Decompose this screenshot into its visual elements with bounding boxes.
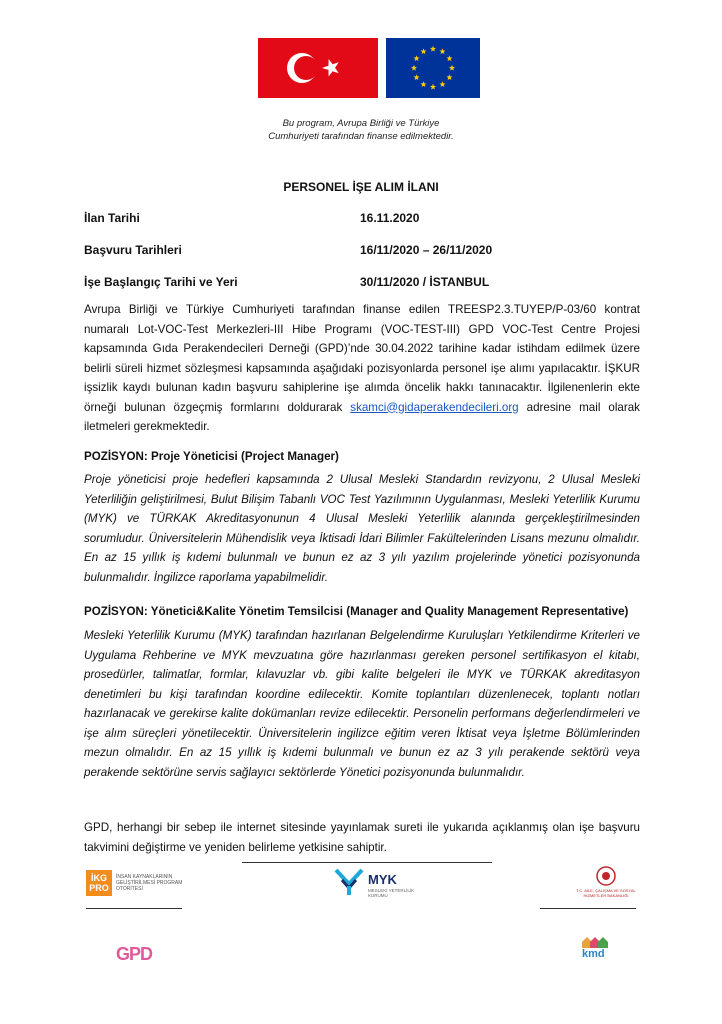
page-title: PERSONEL İŞE ALIM İLANI (283, 180, 439, 194)
info-label: İlan Tarihi (84, 211, 140, 225)
kmd-houses-icon (582, 936, 608, 948)
position-description-project-manager: Proje yöneticisi proje hedefleri kapsamında 2 Ulusal Mesleki Standardın revizyonu, 2 Ulusal Mesleki Yeterliliğin geliştirilmesi, Bulut Bilişim Tabanlı VOC Test Yazılımının Uygulanması, Mesleki Yeterlilik Kurumu (MYK) ve TÜRKAK Akreditasyonunun 4 Ulusal Mesleki Yeterlilik alanında gerçekleştirilmesinden sorumludur. Üniversitelerin Mühendislik veya İktisadi İdari Bilimler Fakültelerinden Lisans mezunu olmalıdır. En az 15 yıllık iş kıdemi bulunmalı ve bunun ez az 3 yılı yazılım projelerinde yönetici pozisyonunda bulunmalıdır. İngilizce raporlama yapabilmelidir. (84, 473, 640, 584)
funding-notice (0, 118, 722, 143)
contact-email-link[interactable]: skamci@gidaperakendecileri.org (350, 400, 519, 414)
ikg-pro-logo (86, 870, 186, 900)
gpd-logo (116, 944, 166, 972)
myk-text: MESLEKİ YETERLİLİK KURUMU (368, 888, 415, 898)
info-value: 16/11/2020 – 26/11/2020 (360, 243, 493, 257)
ministry-emblem-icon (596, 866, 616, 886)
info-label: Başvuru Tarihleri (84, 243, 182, 257)
logo-underline (86, 908, 182, 909)
info-value: 30/11/2020 / İSTANBUL (360, 275, 490, 289)
intro-text: Avrupa Birliği ve Türkiye Cumhuriyeti tarafından finanse edilen TREESP2.3.TUYEP/P-03/60 kontrat numaralı Lot-VOC-Test Merkezleri-III Hibe Programı (VOC-TEST-III) GPD VOC-Test Centre Projesi kapsamında Gıda Perakendecileri Derneği (GPD)’nde 30.04.2022 tarihine kadar istihdam edilmek üzere belirli süreli hizmet sözleşmesi kapsamında aşağıdaki pozisyonlarda personel işe alımı yapılacaktır. İŞKUR işsizlik kaydı bulunan kadın başvuru sahiplerine işe alımda öncelik hakkı tanınacaktır. İlgilenenlerin ekte örneği bulunan özgeçmiş formlarını doldurarak (84, 303, 640, 414)
position-heading-quality-manager: POZİSYON: Yönetici&Kalite Yönetim Temsilcisi (Manager and Quality Management Representative) (84, 605, 629, 618)
myk-emblem-icon (334, 868, 364, 896)
myk-mark: MYK (368, 872, 397, 887)
myk-logo (334, 868, 424, 900)
divider-line (242, 862, 492, 863)
turkey-flag-icon (258, 38, 378, 98)
eu-flag-icon (386, 38, 480, 98)
funding-line-2: Cumhuriyeti tarafından finanse edilmektedir. (268, 130, 454, 142)
intro-paragraph (84, 300, 640, 437)
position-heading-project-manager: POZİSYON: Proje Yöneticisi (Project Manager) (84, 450, 339, 463)
logo-underline (540, 908, 636, 909)
closing-paragraph: GPD, herhangi bir sebep ile internet sitesinde yayınlamak sureti ile yukarıda açıklanmış olan işe başvuru takvimini değiştirme ve yeniden belirleme yetkisine sahiptir. (84, 821, 640, 854)
intro-tail: adresine mail olarak iletmeleri gerekmektedir. (84, 400, 640, 433)
kmd-mark: kmd (582, 948, 605, 960)
csgb-text: T.C. AİLE, ÇALIŞMA VE SOSYAL HİZMETLER BAKANLIĞI (576, 888, 636, 898)
gpd-mark: GPD (116, 944, 153, 964)
funding-line-1: Bu program, Avrupa Birliği ve Türkiye (282, 118, 440, 129)
info-label: İşe Başlangıç Tarihi ve Yeri (84, 275, 238, 289)
ikg-pro-mark: İKG PRO (86, 870, 112, 896)
kmd-logo (578, 936, 618, 972)
csgb-logo (576, 866, 636, 902)
position-description-quality-manager: Mesleki Yeterlilik Kurumu (MYK) tarafından hazırlanan Belgelendirme Kuruluşları Yetkilendirme Kriterleri ve Uygulama Rehberine ve MYK mevzuatına göre hazırlanması gereken personel sertifikasyon el kitabı, prosedürler, talimatlar, formlar, kılavuzlar vb. gibi kalite belgeleri ile MYK ve TÜRKAK akreditasyon denetimleri bu kişi tarafından koordine edilecektir. Komite toplantıları düzenlenecek, toplantı notları hazırlanacak ve gerekirse kalite dokümanları revize edilecektir. Personelin performans değerlendirmeleri ve işe alım süreçleri yönetilecektir. Üniversitelerin ingilizce eğitim veren İktisat veya İşletme Bölümlerinden mezun olmalıdır. En az 15 yıllık iş kıdemi bulunmalı ve bunun ez az 3 yılı perakende sektörü veya perakende sektörüne servis sağlayıcı sektörlerde Yönetici pozisyonunda bulunmalıdır. (84, 629, 640, 779)
ikg-pro-text: İNSAN KAYNAKLARININ GELİŞTİRİLMESİ PROGRAM OTORİTESİ (116, 874, 183, 892)
info-value: 16.11.2020 (360, 211, 420, 225)
